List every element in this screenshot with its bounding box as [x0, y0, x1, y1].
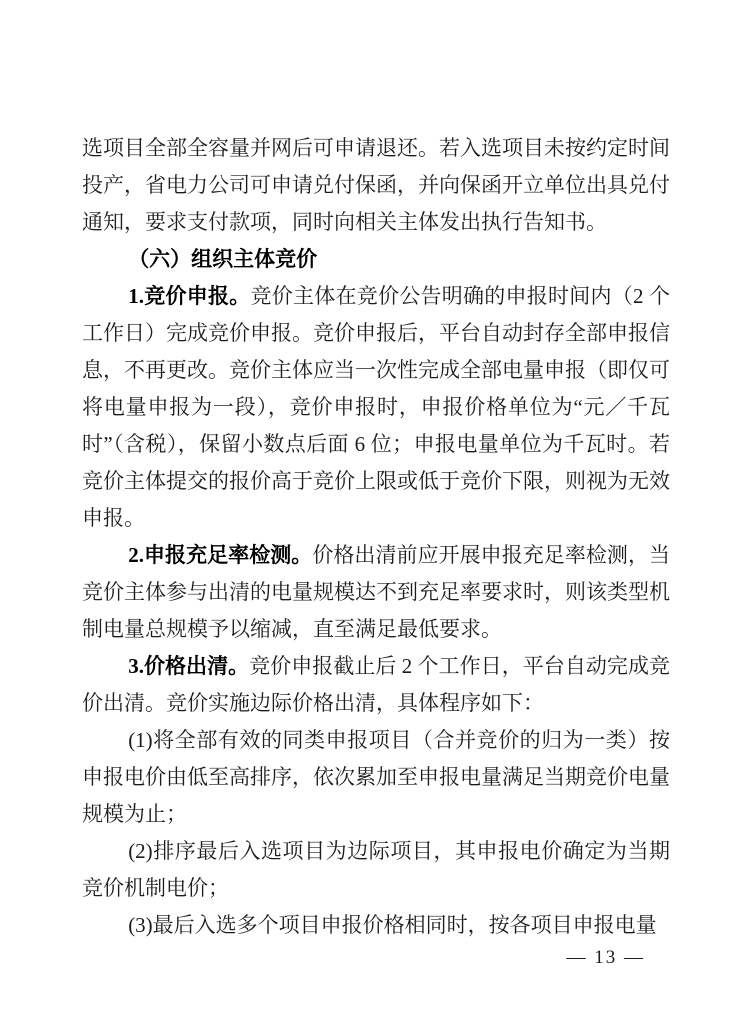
text-run: (3)最后入选多个项目申报价格相同时，按各项目申报电量: [128, 913, 657, 937]
text-run: 选项目全部全容量并网后可申请退还。若入选项目未按约定时间投产，省电力公司可申请兑付保函，并向保函开立单位出具兑付通知，要求支付款项，同时向相关主体发出执行告知书。: [82, 136, 670, 234]
paragraph: [82, 241, 670, 278]
text-run: (2)排序最后入选项目为边际项目，其申报电价确定为当期竞价机制电价；: [82, 839, 670, 900]
text-run: 竞价主体在竞价公告明确的申报时间内（2 个工作日）完成竞价申报。竞价申报后，平台自动封存全部申报信息，不再更改。竞价主体应当一次性完成全部电量申报（即仅可将电量申报为一段），竞价申报时，申报价格单位为“元／千瓦时”（含税），保留小数点后面 6 位；申报电量单位为千瓦时。若竞价主体提交的报价高于竞价上限或低于竞价下限，则视为无效申报。: [82, 284, 670, 530]
emphasis-text-run: 1.竞价申报。: [128, 284, 251, 308]
emphasis-text-run: （六）组织主体竞价: [128, 247, 318, 271]
paragraph: [82, 907, 670, 944]
paragraph: [82, 130, 670, 241]
paragraph: [82, 722, 670, 833]
document-body: [82, 130, 670, 944]
text-run: 价格出清前应开展申报充足率检测，当竞价主体参与出清的电量规模达不到充足率要求时，则该类型机制电量总规模予以缩减，直至满足最低要求。: [82, 543, 671, 641]
emphasis-text-run: 3.价格出清。: [128, 654, 250, 678]
paragraph: [82, 537, 670, 648]
paragraph: [82, 648, 670, 722]
paragraph: [82, 278, 670, 537]
text-run: 竞价申报截止后 2 个工作日，平台自动完成竞价出清。竞价实施边际价格出清，具体程序如下：: [82, 654, 671, 715]
emphasis-text-run: 2.申报充足率检测。: [128, 543, 313, 567]
paragraph: [82, 833, 670, 907]
text-run: (1)将全部有效的同类申报项目（合并竞价的归为一类）按申报电价由低至高排序，依次累加至申报电量满足当期竞价电量规模为止；: [82, 728, 670, 826]
page-number: — 13 —: [566, 947, 645, 968]
